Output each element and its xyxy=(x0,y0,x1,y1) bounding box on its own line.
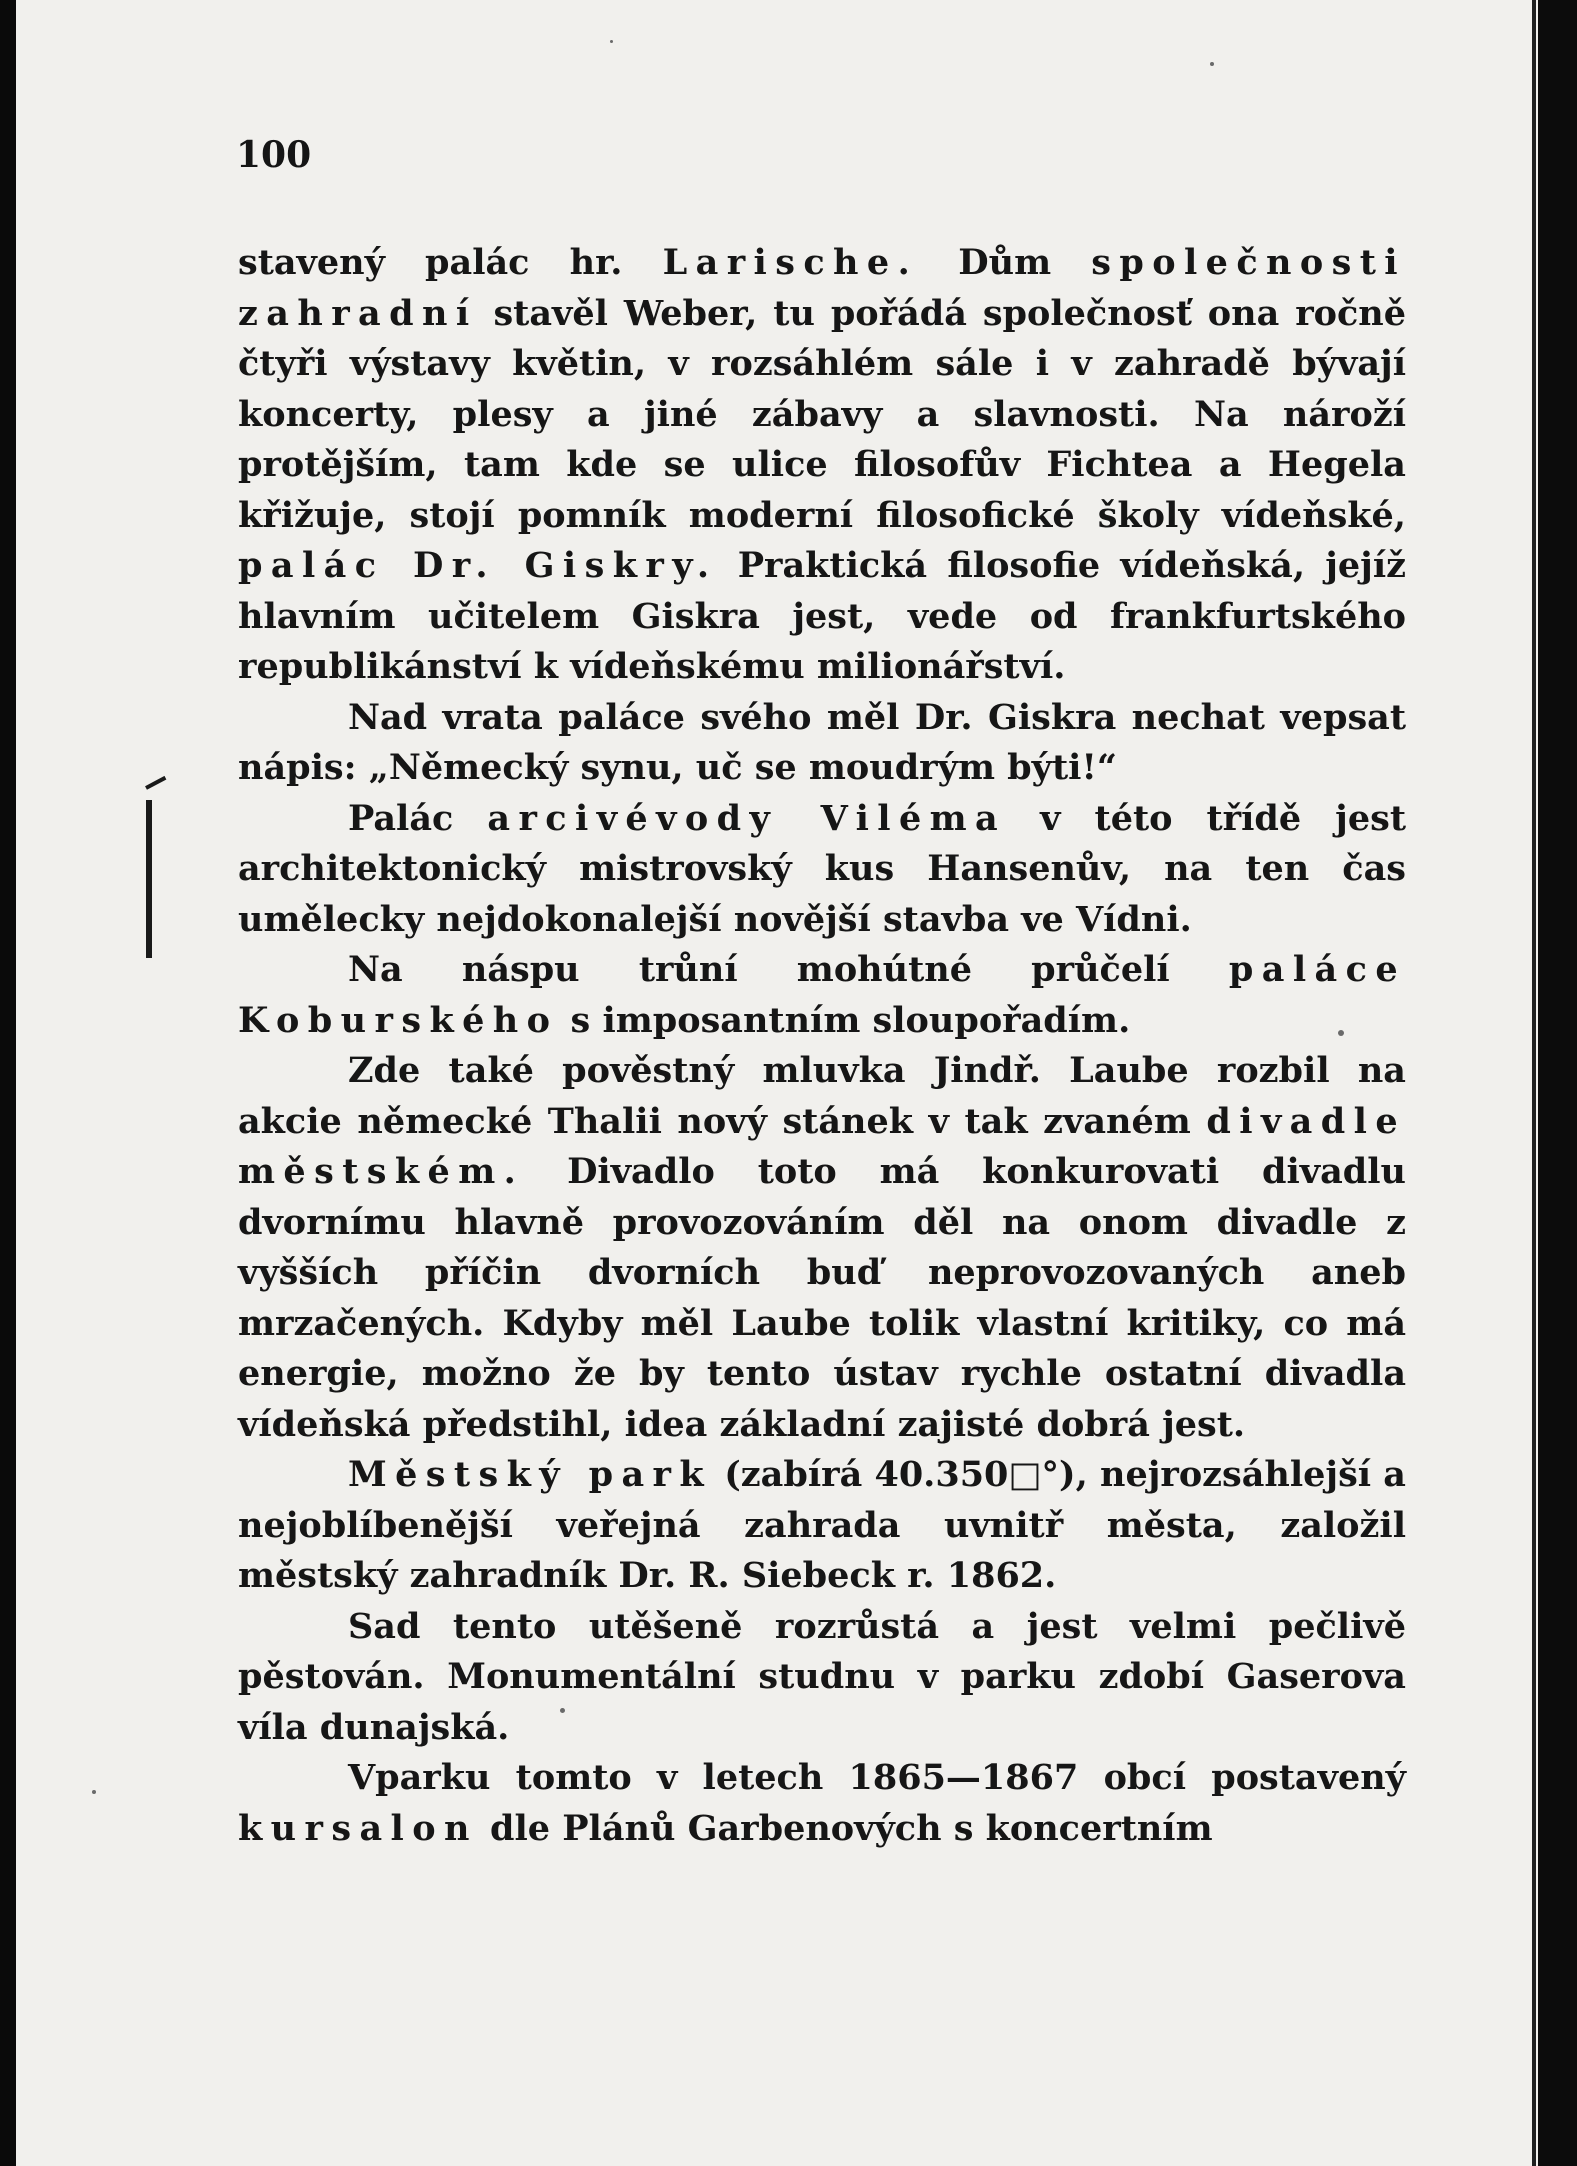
spaced-name: společnosti zahradní xyxy=(238,242,1406,334)
paragraph-7 xyxy=(238,1602,1406,1754)
spaced-name: kursalon xyxy=(238,1807,478,1849)
scan-speck xyxy=(92,1790,96,1794)
scan-speck xyxy=(560,1708,565,1713)
spaced-name: Larische. xyxy=(662,242,919,283)
page-edge-line xyxy=(1532,0,1536,2166)
paragraph-4 xyxy=(238,945,1406,1046)
spaced-name: palác Dr. Giskry. xyxy=(238,545,718,586)
text-segment: Dům xyxy=(918,242,1092,283)
text-segment: Divadlo toto má konkurovati divadlu dvornímu hlavně provozováním děl na onom divadle z vyšších příčin dvorních buď neprovozovaných aneb mrzačených. Kdyby měl Laube tolik vlastní kritiky, co má energie, možno že by tento ústav rychle ostatní divadla vídeňská předstihl, idea základní zajisté dobrá jest. xyxy=(238,1151,1406,1445)
paragraph-2 xyxy=(238,693,1406,794)
scan-speck xyxy=(1338,1030,1344,1036)
spaced-name: divadle městském. xyxy=(238,1100,1406,1192)
text-segment: Sad tento utěšeně rozrůstá a jest velmi pečlivě pěstován. Monumentální studnu v parku zdobí Gaserova víla dunajská. xyxy=(238,1605,1406,1748)
paragraph-3 xyxy=(238,794,1406,946)
scan-border xyxy=(1538,0,1577,2166)
paragraph-6 xyxy=(238,1450,1406,1602)
margin-mark-bar xyxy=(146,800,152,958)
text-segment: (zabírá 40.350□°), nejrozsáhlejší a nejoblíbenější veřejná zahrada uvnitř města, založil městský zahradník Dr. R. Siebeck r. 1862. xyxy=(238,1454,1406,1596)
paragraph-8 xyxy=(238,1753,1406,1854)
paragraph-1 xyxy=(238,238,1406,693)
text-segment: stavený palác hr. xyxy=(238,242,663,283)
book-page xyxy=(16,0,1538,2166)
spaced-name: paláce Koburského xyxy=(238,949,1406,1041)
scan-speck xyxy=(610,40,613,43)
text-segment: Zde také pověstný mluvka Jindř. Laube rozbil na akcie německé Thalii nový stánek v tak zvaném xyxy=(238,1050,1406,1142)
text-segment: Praktická filosofie vídeňská, jejíž hlavním učitelem Giskra jest, vede od frankfurtského republikánství k vídeňskému milionářství. xyxy=(238,545,1406,687)
text-segment: Palác xyxy=(348,797,488,839)
text-segment: s imposantním sloupořadím. xyxy=(558,999,1131,1041)
page-number: 100 xyxy=(236,134,312,176)
text-segment: dle Plánů Garbenových s koncertním xyxy=(477,1807,1213,1849)
scan-speck xyxy=(1210,62,1214,66)
text-segment: v této třídě jest architektonický mistrovský kus Hansenův, na ten čas umělecky nejdokonalejší novější stavba ve Vídni. xyxy=(238,797,1406,940)
text-segment: stavěl Weber, tu pořádá společnosť ona ročně čtyři výstavy květin, v rozsáhlém sále i v zahradě bývají koncerty, plesy a jiné zábavy a slavnosti. Na nároží protějším, tam kde se ulice filosofův Fichtea a Hegela křižuje, stojí pomník moderní filosofické školy vídeňské, xyxy=(238,292,1406,536)
spaced-name: Městský park xyxy=(348,1454,713,1495)
body-text xyxy=(238,238,1406,1854)
text-segment: Na náspu trůní mohútné průčelí xyxy=(348,949,1229,990)
text-segment: Nad vrata paláce svého měl Dr. Giskra nechat vepsat nápis: „Německý synu, uč se moudrým býti!“ xyxy=(238,696,1406,788)
paragraph-5 xyxy=(238,1046,1406,1450)
text-segment: Vparku tomto v letech 1865—1867 obcí postavený xyxy=(348,1757,1406,1798)
spaced-name: arcivévody Viléma xyxy=(487,797,1007,839)
